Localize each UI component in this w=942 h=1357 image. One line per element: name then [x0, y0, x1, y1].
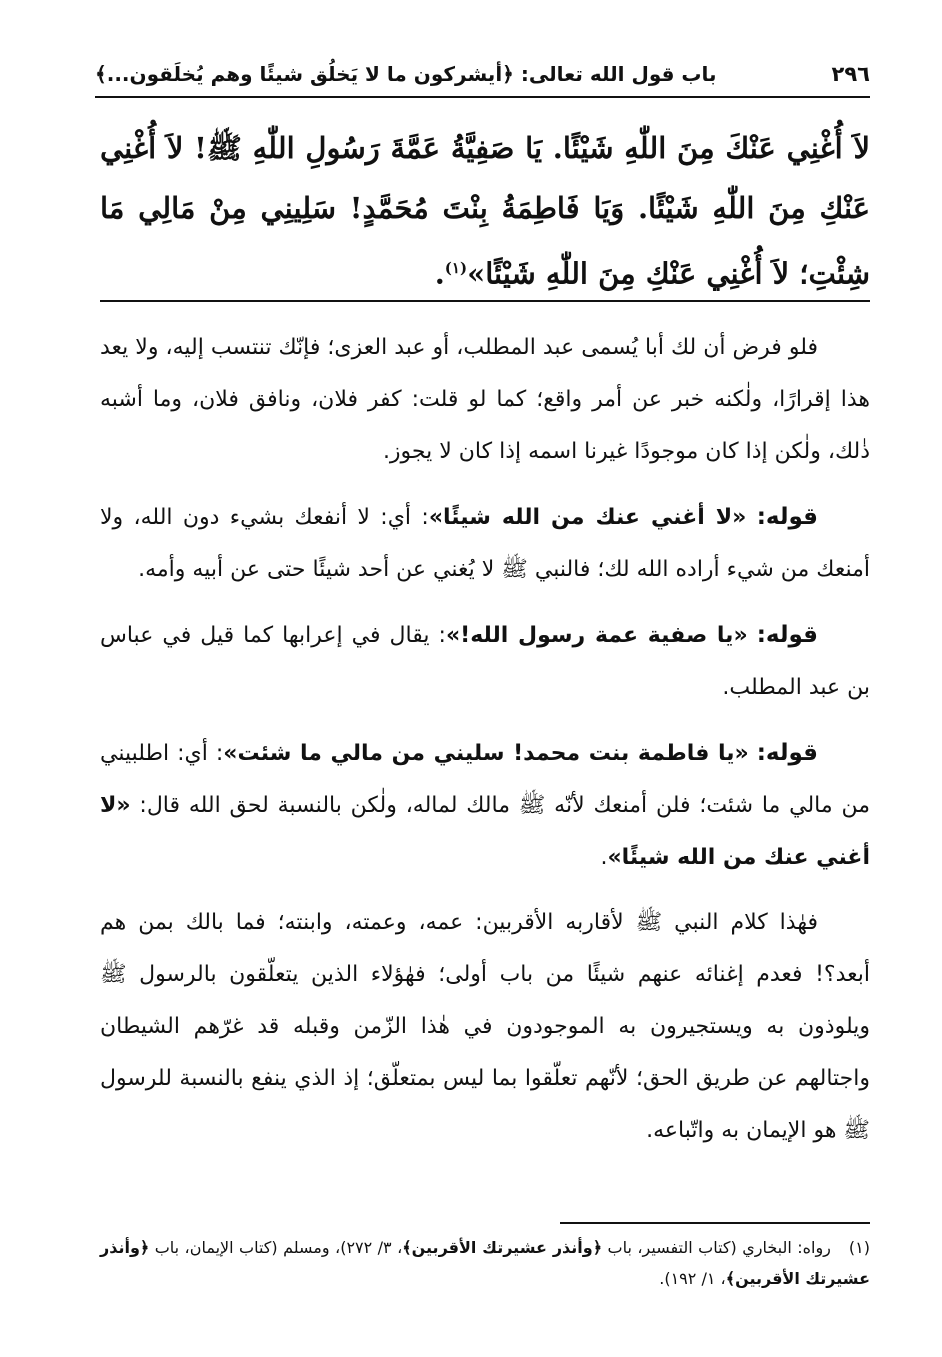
chapter-title: باب قول الله تعالى: ﴿أيشركون ما لا يَخلُق شيئًا وهم يُخلَقون...﴾: [95, 62, 717, 86]
paragraph-end: .: [600, 845, 608, 870]
footnote-part: رواه: البخاري (كتاب التفسير، باب: [602, 1238, 831, 1257]
page-number: ٢٩٦: [831, 62, 870, 86]
qawluhu-label: قوله:: [756, 740, 818, 766]
footnote-part: ، ٣/ ٢٧٢)، ومسلم (كتاب الإيمان، باب: [149, 1238, 403, 1257]
paragraph-2: [100, 491, 870, 596]
quran-verse: ﴿وأنذر عشيرتك الأقربين﴾: [100, 1238, 870, 1288]
paragraph-5: فهٰذا كلام النبي ﷺ لأقاربه الأقربين: عمه، وعمته، وابنته؛ فما بالك بمن هم أبعد؟! فعدم إغنائه عنهم شيئًا من باب أولى؛ فهٰؤلاء الذين يتعلّقون بالرسول ﷺ ويلوذون به ويستجيرون به الموجودون في هٰذا الزّمن وقبله قد غرّهم الشيطان واجتالهم عن طريق الحق؛ لأنّهم تعلّقوا بما ليس بمتعلّق؛ إذ الذي ينفع بالنسبة للرسول ﷺ هو الإيمان به واتّباعه.: [100, 910, 870, 1143]
footnote-part: ، ١/ ١٩٢).: [659, 1269, 726, 1288]
page-header: [95, 52, 870, 98]
quoted-phrase: «يا فاطمة بنت محمد! سليني من مالي ما شئت»: [223, 741, 749, 766]
paragraph-1: فلو فرض أن لك أبا يُسمى عبد المطلب، أو عبد العزى؛ فإنّك تنتسب إليه، ولا يعد هذا إقرارًا، ولٰكنه خبر عن أمر واقع؛ كما لو قلت: كفر فلان، ونافق فلان، وما أشبه ذٰلك، ولٰكن إذا كان موجودًا غيرنا اسمه إذا كان لا يجوز.: [100, 335, 870, 464]
hadith-paragraph: [100, 118, 870, 304]
footnote-reference: (١): [444, 259, 468, 277]
paragraph-3: [100, 609, 870, 714]
footnote-marker: (١): [848, 1238, 870, 1257]
explanation: : أي: اطلبيني من مالي ما شئت؛ فلن أمنعك لأنّه ﷺ مالك لماله، ولٰكن بالنسبة لحق الله قال:: [100, 741, 870, 818]
qawluhu-label: قوله:: [756, 622, 818, 648]
commentary: [100, 322, 870, 1170]
footnote-separator: [560, 1222, 870, 1224]
footnote-text: [100, 1232, 870, 1294]
quran-verse: ﴿وأنذر عشيرتك الأقربين﴾: [402, 1238, 603, 1257]
hadith-body: لاَ أُغْنِي عَنْكَ مِنَ اللّٰهِ شَيْئًا. يَا صَفِيَّةُ عَمَّةَ رَسُولِ اللّٰهِ ﷺ! لاَ أُغْنِي عَنْكِ مِنَ اللّٰهِ شَيْئًا. وَيَا فَاطِمَةُ بِنْتَ مُحَمَّدٍ! سَلِينِي مِنْ مَالِي مَا شِئْتِ؛ لاَ أُغْنِي عَنْكِ مِنَ اللّٰهِ شَيْئًا»: [100, 131, 870, 291]
explanation: : أي: لا أنفعك بشيء دون الله، ولا أمنعك من شيء أراده الله لك؛ فالنبي ﷺ لا يُغني عن أحد شيئًا حتى عن أبيه وأمه.: [100, 505, 870, 582]
quoted-phrase: «يا صفية عمة رسول الله!»: [445, 623, 748, 648]
hadith-end: .: [434, 256, 445, 291]
explanation: : يقال في إعرابها كما قيل في عباس بن عبد المطلب.: [100, 623, 870, 700]
quoted-phrase: «لا أغني عنك من الله شيئًا»: [428, 505, 747, 530]
quoted-phrase-end: «لا أغني عنك من الله شيئًا»: [100, 793, 870, 870]
hadith-text: [100, 118, 870, 304]
footnote: [100, 1232, 870, 1294]
separator-line: [100, 300, 870, 302]
qawluhu-label: قوله:: [756, 504, 818, 530]
paragraph-4: [100, 727, 870, 884]
